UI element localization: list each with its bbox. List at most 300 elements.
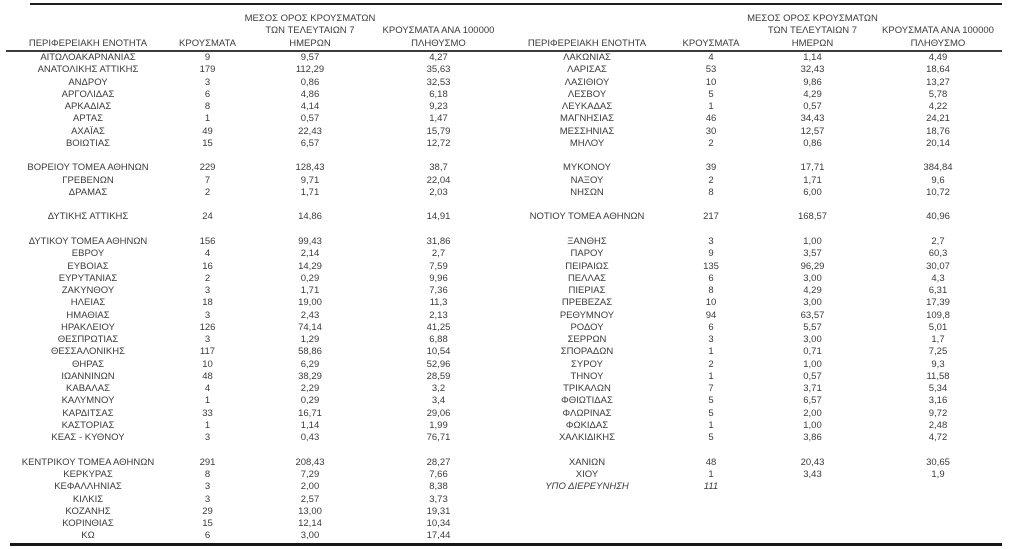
left-avg7-cell: 1,71 [300, 186, 320, 198]
right-avg7-cell: 3,00 [803, 334, 822, 346]
header-cases-left [170, 6, 245, 50]
right-per100k-cell: 384,84 [923, 162, 953, 174]
left-per100k-cell: 8,38 [429, 481, 448, 493]
left-avg7-cell: 1,29 [300, 334, 320, 346]
right-avg7-cell [750, 494, 875, 506]
right-per100k-cell: 3,16 [928, 395, 948, 407]
left-avg7-cell: 2,00 [300, 481, 320, 493]
right-per100k-cell: 109,8 [926, 309, 950, 321]
left-region-cell [6, 199, 170, 211]
left-region-cell: ΑΧΑΪΑΣ [71, 125, 105, 137]
right-cases-cell [672, 224, 750, 236]
left-region-cell: ΕΒΡΟΥ [71, 248, 105, 260]
right-per100k-cell [875, 445, 1001, 457]
left-region-cell [6, 224, 170, 236]
right-cases-cell: 5 [708, 395, 714, 407]
left-region-cell: ΚΩ [81, 530, 95, 542]
right-avg7-cell: 4,29 [803, 88, 822, 100]
right-cases-cell [672, 518, 750, 530]
left-region-cell: ΘΕΣΣΑΛΟΝΙΚΗΣ [51, 346, 125, 358]
right-cases-cell: 5 [708, 88, 714, 100]
left-region-cell: ΕΥΒΟΙΑΣ [67, 260, 109, 272]
left-cases-cell: 3 [204, 76, 211, 88]
header-per100k-right-line1: ΚΡΟΥΣΜΑΤΑ ΑΝΑ 100000 [882, 25, 994, 36]
left-per100k-cell: 52,96 [426, 358, 451, 370]
right-per100k-cell [875, 224, 1001, 236]
left-avg7-cell: 0,29 [300, 395, 320, 407]
left-region-cell: ΖΑΚΥΝΘΟΥ [61, 285, 115, 297]
left-avg7-cell: 2,43 [300, 309, 320, 321]
left-avg7-cell: 9,57 [300, 52, 320, 63]
left-cases-cell: 24 [202, 211, 213, 223]
right-region-cell: ΡΟΔΟΥ [570, 321, 604, 333]
right-cases-cell [672, 506, 750, 518]
left-per100k-cell: 19,31 [426, 505, 451, 517]
left-avg7-cell: 74,14 [298, 321, 322, 333]
right-cases-cell [672, 150, 750, 162]
left-avg7-cell [245, 224, 375, 236]
right-region-cell: ΠΙΕΡΙΑΣ [568, 285, 606, 297]
right-region-cell [502, 150, 672, 162]
left-cases-cell: 1 [204, 113, 211, 125]
right-per100k-cell: 9,3 [931, 358, 945, 370]
right-avg7-cell: 17,71 [800, 162, 825, 174]
left-per100k-cell: 11,3 [429, 297, 448, 309]
right-cases-cell: 1 [708, 469, 714, 481]
left-region-cell: ΚΟΡΙΝΘΙΑΣ [62, 518, 114, 530]
right-cases-cell: 5 [708, 432, 714, 444]
left-avg7-cell: 16,71 [298, 407, 322, 419]
right-cases-cell: 48 [705, 456, 717, 468]
left-avg7-cell: 38,29 [298, 370, 322, 382]
left-per100k-cell: 17,44 [426, 530, 451, 542]
right-per100k-cell [875, 199, 1001, 211]
right-per100k-cell: 4,49 [928, 52, 948, 63]
header-avg7-left-line3: ΗΜΕΡΩΝ [289, 37, 331, 49]
right-cases-cell: 10 [705, 297, 717, 309]
left-region-cell: ΔΥΤΙΚΗΣ ΑΤΤΙΚΗΣ [47, 211, 129, 223]
header-region-left-label: ΠΕΡΙΦΕΡΕΙΑΚΗ ΕΝΟΤΗΤΑ [28, 37, 148, 49]
right-region-cell: ΦΩΚΙΔΑΣ [565, 419, 609, 431]
right-cases-cell: 2 [708, 174, 714, 186]
right-avg7-cell: 3,00 [803, 272, 822, 284]
left-per100k-cell [375, 445, 502, 457]
right-per100k-cell: 2,7 [931, 235, 945, 247]
right-avg7-cell: 168,57 [797, 211, 828, 223]
left-per100k-cell: 3,2 [431, 383, 446, 395]
left-cases-cell: 3 [204, 493, 211, 505]
right-cases-cell [672, 199, 750, 211]
top-rule [30, 3, 1002, 5]
left-cases-cell [170, 445, 245, 457]
left-per100k-cell: 2,7 [431, 248, 446, 260]
left-cases-cell: 6 [204, 530, 211, 542]
right-region-cell: ΝΟΤΙΟΥ ΤΟΜΕΑ ΑΘΗΝΩΝ [529, 211, 645, 223]
left-region-cell: ΙΩΑΝΝΙΝΩΝ [61, 370, 115, 382]
left-region-cell: ΚΕΝΤΡΙΚΟΥ ΤΟΜΕΑ ΑΘΗΝΩΝ [21, 456, 155, 468]
right-region-cell [502, 224, 672, 236]
left-cases-cell: 7 [204, 174, 211, 186]
left-per100k-cell: 2,03 [429, 186, 448, 198]
right-cases-cell: 9 [708, 248, 714, 260]
right-avg7-cell: 3,71 [803, 383, 822, 395]
right-per100k-cell: 5,78 [928, 88, 948, 100]
right-cases-cell: 46 [705, 113, 717, 125]
right-avg7-cell: 32,43 [800, 64, 825, 76]
right-per100k-cell: 11,58 [926, 370, 950, 382]
right-per100k-cell: 20,14 [926, 137, 950, 149]
left-region-cell: ΚΙΛΚΙΣ [72, 493, 104, 505]
right-region-cell [502, 494, 672, 506]
right-cases-cell: 39 [705, 162, 717, 174]
right-avg7-cell: 1,00 [803, 358, 822, 370]
left-avg7-cell: 22,43 [298, 125, 322, 137]
left-region-cell: ΚΕΑΣ - ΚΥΘΝΟΥ [51, 432, 125, 444]
right-avg7-cell: 9,86 [803, 76, 822, 88]
left-per100k-cell: 9,96 [429, 272, 448, 284]
right-region-cell: ΝΗΣΩΝ [570, 186, 604, 198]
left-region-cell: ΚΕΦΑΛΛΗΝΙΑΣ [54, 481, 122, 493]
left-cases-cell: 291 [199, 456, 216, 468]
left-region-cell: ΓΡΕΒΕΝΩΝ [62, 174, 114, 186]
left-cases-cell: 16 [202, 260, 213, 272]
bottom-rule [10, 543, 1002, 546]
left-cases-cell: 156 [199, 235, 216, 247]
left-avg7-cell [245, 150, 375, 162]
right-avg7-cell [750, 199, 875, 211]
left-region-cell [6, 445, 170, 457]
left-cases-cell: 4 [204, 383, 211, 395]
right-region-cell: ΠΕΙΡΑΙΩΣ [565, 260, 609, 272]
left-per100k-cell: 38,7 [429, 162, 448, 174]
left-cases-cell: 3 [204, 334, 211, 346]
right-region-cell [502, 506, 672, 518]
left-per100k-cell: 32,53 [426, 76, 451, 88]
right-cases-cell [672, 494, 750, 506]
left-per100k-cell [375, 199, 502, 211]
header-cases-left-label: ΚΡΟΥΣΜΑΤΑ [179, 37, 236, 49]
right-avg7-cell: 63,57 [800, 309, 825, 321]
right-region-cell: ΜΥΚΟΝΟΥ [563, 162, 611, 174]
right-region-cell [502, 445, 672, 457]
left-avg7-cell: 6,29 [300, 358, 320, 370]
left-per100k-cell [375, 224, 502, 236]
left-cases-cell [170, 199, 245, 211]
right-avg7-cell: 1,71 [803, 174, 822, 186]
left-per100k-cell: 31,86 [426, 235, 451, 247]
right-region-cell: ΥΠΟ ΔΙΕΡΕΥΝΗΣΗ [545, 481, 629, 493]
right-avg7-cell: 6,57 [803, 395, 822, 407]
left-cases-cell: 18 [202, 297, 213, 309]
right-avg7-cell: 6,00 [803, 186, 822, 198]
left-per100k-cell: 29,06 [426, 407, 451, 419]
left-avg7-cell: 128,43 [295, 162, 325, 174]
right-cases-cell: 94 [705, 309, 717, 321]
right-avg7-cell [750, 481, 875, 493]
left-avg7-cell: 2,57 [300, 493, 320, 505]
right-cases-cell: 2 [708, 137, 714, 149]
left-cases-cell [170, 224, 245, 236]
right-avg7-cell: 2,00 [803, 407, 822, 419]
right-avg7-cell: 3,00 [803, 297, 822, 309]
left-per100k-cell: 10,34 [426, 518, 451, 530]
header-cases-right-label: ΚΡΟΥΣΜΑΤΑ [682, 37, 740, 49]
right-per100k-cell: 4,72 [928, 432, 948, 444]
left-avg7-cell: 6,57 [300, 137, 320, 149]
right-cases-cell: 6 [708, 272, 714, 284]
right-per100k-cell [875, 518, 1001, 530]
left-per100k-cell: 9,23 [429, 101, 448, 113]
right-per100k-cell: 7,25 [928, 346, 948, 358]
right-avg7-cell [750, 530, 875, 542]
right-cases-cell: 2 [708, 358, 714, 370]
left-cases-cell: 9 [204, 52, 211, 63]
left-per100k-cell: 76,71 [426, 432, 451, 444]
right-cases-cell: 1 [708, 370, 714, 382]
header-cases-right [672, 6, 750, 50]
left-cases-cell: 3 [204, 481, 211, 493]
right-avg7-cell: 34,43 [800, 113, 825, 125]
left-region-cell: ΔΡΑΜΑΣ [68, 186, 108, 198]
right-region-cell: ΡΕΘΥΜΝΟΥ [559, 309, 615, 321]
left-avg7-cell: 3,00 [300, 530, 320, 542]
left-avg7-cell: 4,86 [300, 88, 320, 100]
right-region-cell: ΠΑΡΟΥ [570, 248, 604, 260]
right-cases-cell: 3 [708, 334, 714, 346]
right-avg7-cell: 20,43 [800, 456, 825, 468]
right-avg7-cell: 1,14 [803, 52, 822, 63]
left-region-cell: ΑΡΚΑΔΙΑΣ [64, 101, 112, 113]
right-per100k-cell [875, 494, 1001, 506]
left-per100k-cell: 28,27 [426, 456, 451, 468]
right-avg7-cell: 96,29 [800, 260, 825, 272]
left-cases-cell: 8 [204, 101, 211, 113]
right-cases-cell: 53 [705, 64, 717, 76]
left-per100k-cell: 7,66 [429, 469, 448, 481]
left-cases-cell: 117 [199, 346, 216, 358]
left-per100k-cell: 3,4 [431, 395, 446, 407]
header-per100k-left [375, 6, 502, 50]
right-per100k-cell [875, 150, 1001, 162]
right-avg7-cell [750, 150, 875, 162]
right-per100k-cell: 18,76 [926, 125, 950, 137]
left-avg7-cell: 7,29 [300, 469, 320, 481]
right-region-cell: ΧΑΝΙΩΝ [568, 456, 606, 468]
right-cases-cell [672, 445, 750, 457]
left-per100k-cell [375, 150, 502, 162]
right-avg7-cell [750, 518, 875, 530]
header-region-right [502, 6, 672, 50]
left-cases-cell: 229 [199, 162, 216, 174]
left-avg7-cell: 58,86 [298, 346, 322, 358]
right-per100k-cell [875, 481, 1001, 493]
left-cases-cell: 126 [199, 321, 216, 333]
left-region-cell: ΒΟΙΩΤΙΑΣ [65, 137, 111, 149]
header-per100k-left-line2: ΠΛΗΘΥΣΜΟ [411, 37, 466, 49]
left-avg7-cell: 2,29 [300, 383, 320, 395]
right-per100k-cell [875, 506, 1001, 518]
right-cases-cell: 6 [708, 321, 714, 333]
left-cases-cell: 2 [204, 186, 211, 198]
right-avg7-cell: 4,29 [803, 285, 822, 297]
right-region-cell: ΛΕΥΚΑΔΑΣ [561, 101, 613, 113]
right-cases-cell: 1 [708, 419, 714, 431]
left-region-cell: ΚΑΡΔΙΤΣΑΣ [62, 407, 114, 419]
right-per100k-cell: 6,31 [928, 285, 948, 297]
header-avg7-right-line3: ΗΜΕΡΩΝ [791, 37, 834, 49]
left-avg7-cell: 1,71 [300, 285, 320, 297]
right-per100k-cell: 4,3 [931, 272, 945, 284]
left-cases-cell: 8 [204, 469, 211, 481]
table-header-row [6, 6, 1002, 52]
right-region-cell [502, 518, 672, 530]
left-cases-cell: 33 [202, 407, 213, 419]
left-avg7-cell: 1,14 [300, 419, 320, 431]
header-avg7-right-line1: ΜΕΣΟΣ ΟΡΟΣ ΚΡΟΥΣΜΑΤΩΝ [747, 12, 878, 24]
left-per100k-cell: 28,59 [426, 370, 451, 382]
left-avg7-cell: 112,29 [295, 64, 325, 76]
left-per100k-cell: 14,91 [426, 211, 451, 223]
left-avg7-cell [245, 445, 375, 457]
right-region-cell: ΜΕΣΣΗΝΙΑΣ [559, 125, 615, 137]
right-avg7-cell [750, 445, 875, 457]
right-per100k-cell: 4,22 [928, 101, 948, 113]
left-per100k-cell: 1,99 [429, 419, 448, 431]
right-per100k-cell: 17,39 [926, 297, 950, 309]
left-cases-cell: 1 [204, 395, 211, 407]
left-per100k-cell: 10,54 [426, 346, 451, 358]
right-cases-cell: 30 [705, 125, 717, 137]
left-region-cell: ΗΡΑΚΛΕΙΟΥ [61, 321, 115, 333]
right-cases-cell: 217 [703, 211, 719, 223]
left-avg7-cell: 208,43 [295, 456, 325, 468]
left-per100k-cell: 6,18 [429, 88, 448, 100]
left-region-cell: ΗΛΕΙΑΣ [70, 297, 106, 309]
right-region-cell: ΝΑΞΟΥ [570, 174, 604, 186]
left-per100k-cell: 6,88 [429, 334, 448, 346]
right-region-cell: ΛΑΣΙΘΙΟΥ [564, 76, 610, 88]
header-region-right-label: ΠΕΡΙΦΕΡΕΙΑΚΗ ΕΝΟΤΗΤΑ [527, 37, 647, 49]
left-avg7-cell: 0,29 [300, 272, 320, 284]
left-cases-cell: 4 [204, 248, 211, 260]
right-per100k-cell: 9,6 [931, 174, 945, 186]
right-region-cell: ΞΑΝΘΗΣ [567, 235, 607, 247]
header-avg7-left [245, 6, 375, 50]
right-avg7-cell: 1,00 [803, 419, 822, 431]
header-per100k-right [875, 6, 1001, 50]
right-avg7-cell: 0,57 [803, 370, 822, 382]
right-avg7-cell: 0,71 [803, 346, 822, 358]
left-avg7-cell: 99,43 [298, 235, 322, 247]
right-region-cell: ΧΑΛΚΙΔΙΚΗΣ [558, 432, 616, 444]
right-region-cell: ΤΗΝΟΥ [570, 370, 604, 382]
right-avg7-cell [750, 506, 875, 518]
left-avg7-cell: 9,71 [300, 174, 320, 186]
header-per100k-left-line1: ΚΡΟΥΣΜΑΤΑ ΑΝΑ 100000 [382, 25, 495, 36]
right-per100k-cell: 18,64 [926, 64, 950, 76]
left-avg7-cell: 14,86 [298, 211, 322, 223]
right-cases-cell: 8 [708, 186, 714, 198]
left-region-cell: ΑΡΤΑΣ [73, 113, 103, 125]
left-cases-cell: 3 [204, 432, 211, 444]
right-region-cell: ΠΕΛΛΑΣ [567, 272, 607, 284]
left-per100k-cell: 2,13 [429, 309, 448, 321]
header-region-left [6, 6, 170, 50]
left-region-cell [6, 150, 170, 162]
right-region-cell: ΤΡΙΚΑΛΩΝ [563, 383, 611, 395]
left-per100k-cell: 15,79 [426, 125, 451, 137]
left-per100k-cell: 41,25 [426, 321, 451, 333]
right-region-cell: ΦΘΙΩΤΙΔΑΣ [561, 395, 613, 407]
left-region-cell: ΑΡΓΟΛΙΔΑΣ [61, 88, 115, 100]
right-avg7-cell: 3,86 [803, 432, 822, 444]
right-region-cell: ΣΥΡΟΥ [571, 358, 603, 370]
right-per100k-cell: 9,72 [928, 407, 948, 419]
right-cases-cell: 8 [708, 285, 714, 297]
right-region-cell: ΜΗΛΟΥ [569, 137, 605, 149]
left-cases-cell: 6 [204, 88, 211, 100]
left-region-cell: ΒΟΡΕΙΟΥ ΤΟΜΕΑ ΑΘΗΝΩΝ [27, 162, 149, 174]
left-per100k-cell: 12,72 [426, 137, 451, 149]
right-avg7-cell: 0,57 [803, 101, 822, 113]
left-region-cell: ΑΙΤΩΛΟΑΚΑΡΝΑΝΙΑΣ [40, 52, 136, 63]
right-region-cell: ΣΠΟΡΑΔΩΝ [560, 346, 614, 358]
right-cases-cell: 111 [703, 481, 719, 493]
left-per100k-cell: 35,63 [426, 64, 451, 76]
left-cases-cell: 2 [204, 272, 211, 284]
right-region-cell: ΛΑΚΩΝΙΑΣ [563, 52, 611, 63]
right-region-cell: ΦΛΩΡΙΝΑΣ [562, 407, 612, 419]
left-region-cell: ΔΥΤΙΚΟΥ ΤΟΜΕΑ ΑΘΗΝΩΝ [28, 235, 148, 247]
left-avg7-cell: 4,14 [300, 101, 320, 113]
left-region-cell: ΚΑΛΥΜΝΟΥ [61, 395, 115, 407]
left-avg7-cell: 0,57 [300, 113, 320, 125]
left-avg7-cell: 19,00 [298, 297, 322, 309]
left-region-cell: ΘΕΣΠΡΩΤΙΑΣ [57, 334, 119, 346]
left-avg7-cell: 2,14 [300, 248, 320, 260]
right-per100k-cell: 1,9 [931, 469, 945, 481]
right-region-cell: ΠΡΕΒΕΖΑΣ [561, 297, 613, 309]
left-per100k-cell: 4,27 [429, 52, 448, 63]
right-per100k-cell: 1,7 [931, 334, 945, 346]
right-per100k-cell: 60,3 [928, 248, 948, 260]
left-region-cell: ΕΥΡΥΤΑΝΙΑΣ [58, 272, 118, 284]
right-cases-cell: 4 [708, 52, 714, 63]
right-per100k-cell: 13,27 [926, 76, 950, 88]
left-cases-cell: 3 [204, 285, 211, 297]
right-per100k-cell: 5,01 [928, 321, 948, 333]
left-per100k-cell: 1,47 [429, 113, 448, 125]
left-cases-cell: 1 [204, 419, 211, 431]
header-avg7-right [747, 6, 878, 50]
right-cases-cell: 10 [705, 76, 717, 88]
right-region-cell [502, 199, 672, 211]
left-region-cell: ΑΝΔΡΟΥ [68, 76, 108, 88]
right-per100k-cell: 2,48 [928, 419, 948, 431]
right-avg7-cell [750, 224, 875, 236]
right-region-cell: ΣΕΡΡΩΝ [567, 334, 607, 346]
header-per100k-right-line2: ΠΛΗΘΥΣΜΟ [910, 37, 966, 49]
left-cases-cell [170, 150, 245, 162]
right-cases-cell: 5 [708, 407, 714, 419]
right-cases-cell: 135 [703, 260, 719, 272]
left-cases-cell: 49 [202, 125, 213, 137]
left-avg7-cell [245, 199, 375, 211]
right-region-cell: ΛΕΣΒΟΥ [567, 88, 607, 100]
left-region-cell: ΚΑΒΑΛΑΣ [66, 383, 110, 395]
left-region-cell: ΚΕΡΚΥΡΑΣ [63, 469, 113, 481]
right-cases-cell: 7 [708, 383, 714, 395]
